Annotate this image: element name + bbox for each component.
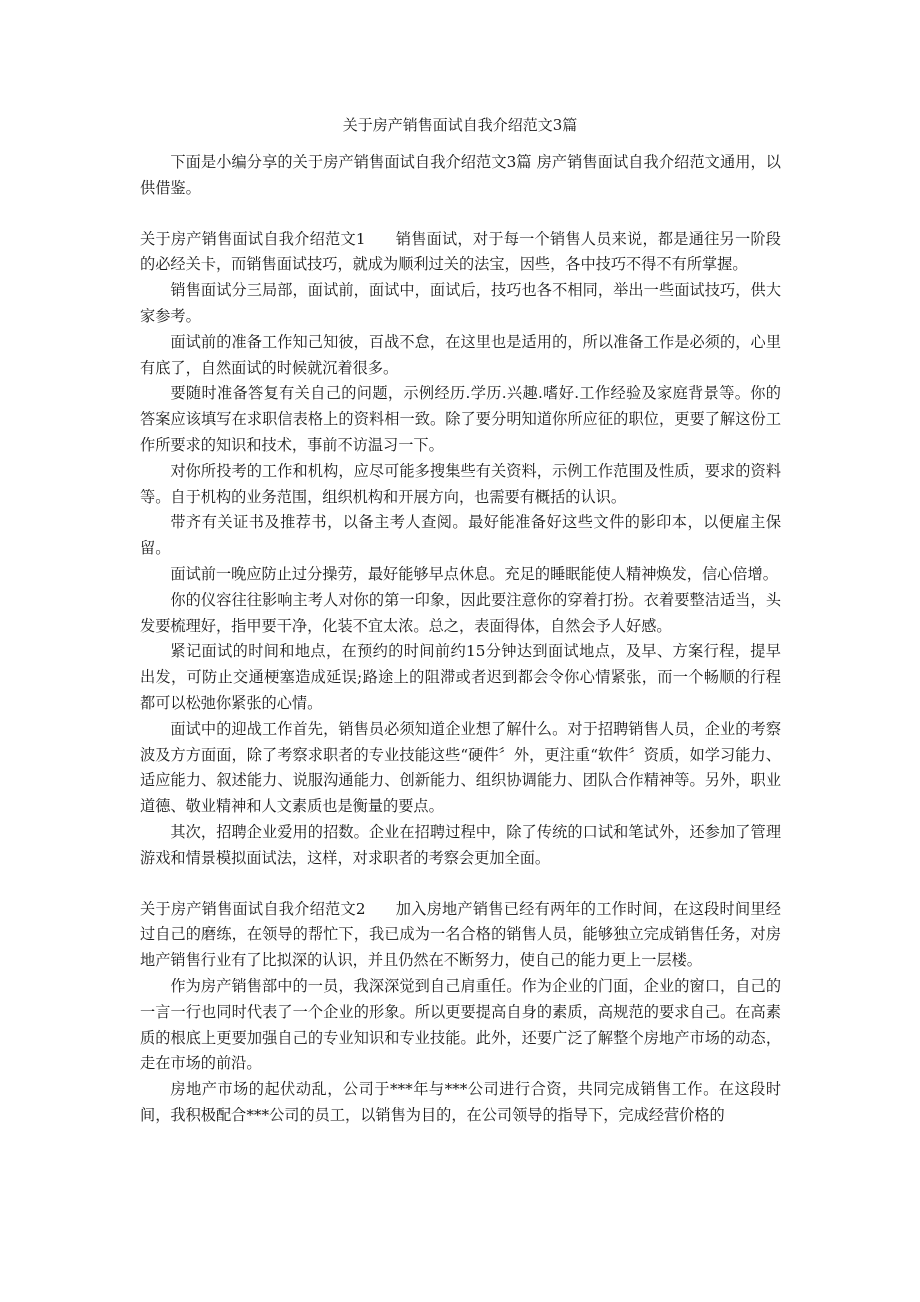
section-gap [140, 202, 781, 227]
section1-lead: 销售面试，对于每一个销售人员来说，都是通往另一阶段的必经关卡，而销售面试技巧，就成为顺利过关的法宝，因些，各中技巧不得不有所掌握。 [140, 229, 781, 274]
document-title: 关于房产销售面试自我介绍范文3篇 [342, 116, 578, 134]
section1-paragraph: 紧记面试的时间和地点，在预约的时间前约15分钟达到面试地点，及早、方案行程，提早出发，可防止交通梗塞造成延误;路途上的阻滞或者迟到都会令你心情紧张，而一个畅顺的行程都可以松弛你紧张的心情。 [140, 642, 781, 712]
section1-paragraph: 带齐有关证书及推荐书，以备主考人查阅。最好能准备好这些文件的影印本，以便雇主保留。 [140, 513, 781, 558]
section1-paragraph: 面试前的准备工作知己知彼，百战不怠，在这里也是适用的，所以准备工作是必须的，心里有底了，自然面试的时候就沉着很多。 [140, 332, 781, 377]
section2-lead-paragraph [140, 897, 781, 974]
section1-heading: 关于房产销售面试自我介绍范文1 [140, 229, 366, 248]
section2-paragraph: 房地产市场的起伏动乱，公司于***年与***公司进行合资，共同完成销售工作。在这段时间，我积极配合***公司的员工，以销售为目的，在公司领导的指导下，完成经营价格的 [140, 1080, 781, 1124]
section-gap [140, 872, 781, 897]
document-body [140, 150, 781, 1129]
section1-paragraph: 面试中的迎战工作首先，销售员必须知道企业想了解什么。对于招聘销售人员，企业的考察波及方方面面，除了考察求职者的专业技能这些“硬件〞外，更注重“软件〞资质，如学习能力、适应能力、叙述能力、说服沟通能力、创新能力、组织协调能力、团队合作精神等。另外，职业道德、敬业精神和人文素质也是衡量的要点。 [140, 719, 781, 816]
section1-paragraph: 你的仪容往往影响主考人对你的第一印象，因此要注意你的穿着打扮。衣着要整洁适当，头发要梳理好，指甲要干净，化装不宜太浓。总之，表面得体，自然会予人好感。 [140, 590, 781, 635]
section1-paragraph: 销售面试分三局部，面试前，面试中，面试后，技巧也各不相同，举出一些面试技巧，供大家参考。 [140, 281, 781, 325]
section1-paragraph: 面试前一晚应防止过分操劳，最好能够早点休息。充足的睡眠能使人精神焕发，信心倍增。 [170, 564, 778, 583]
section1-paragraph: 对你所投考的工作和机构，应尽可能多搜集些有关资料，示例工作范围及性质，要求的资料等。自于机构的业务范围，组织机构和开展方向，也需要有概括的认识。 [140, 461, 781, 506]
section2-lead: 加入房地产销售已经有两年的工作时间，在这段时间里经过自己的磨练，在领导的帮忙下，我已成为一名合格的销售人员，能够独立完成销售任务，对房地产销售行业有了比拟深的认识，并且仍然在不断努力，使自己的能力更上一层楼。 [140, 899, 781, 970]
intro-paragraph: 下面是小编分享的关于房产销售面试自我介绍范文3篇 房产销售面试自我介绍范文通用，以供借鉴。 [140, 153, 781, 197]
section1-paragraph: 要随时准备答复有关自己的问题，示例经历.学历.兴趣.嗜好.工作经验及家庭背景等。你的答案应该填写在求职信表格上的资料相一致。除了要分明知道你所应征的职位，更要了解这份工作所要求的知识和技术，事前不访温习一下。 [140, 384, 781, 454]
section2-paragraph: 作为房产销售部中的一员，我深深觉到自己肩重任。作为企业的门面，企业的窗口，自己的一言一行也同时代表了一个企业的形象。所以更要提高自身的素质，高规范的要求自己。在高素质的根底上更要加强自己的专业知识和专业技能。此外，还要广泛了解整个房地产市场的动态，走在市场的前沿。 [140, 976, 781, 1073]
section2-heading: 关于房产销售面试自我介绍范文2 [140, 899, 366, 918]
section1-lead-paragraph [140, 227, 781, 279]
section1-paragraph: 其次，招聘企业爱用的招数。企业在招聘过程中，除了传统的口试和笔试外，还参加了管理游戏和情景模拟面试法，这样，对求职者的考察会更加全面。 [140, 822, 781, 867]
